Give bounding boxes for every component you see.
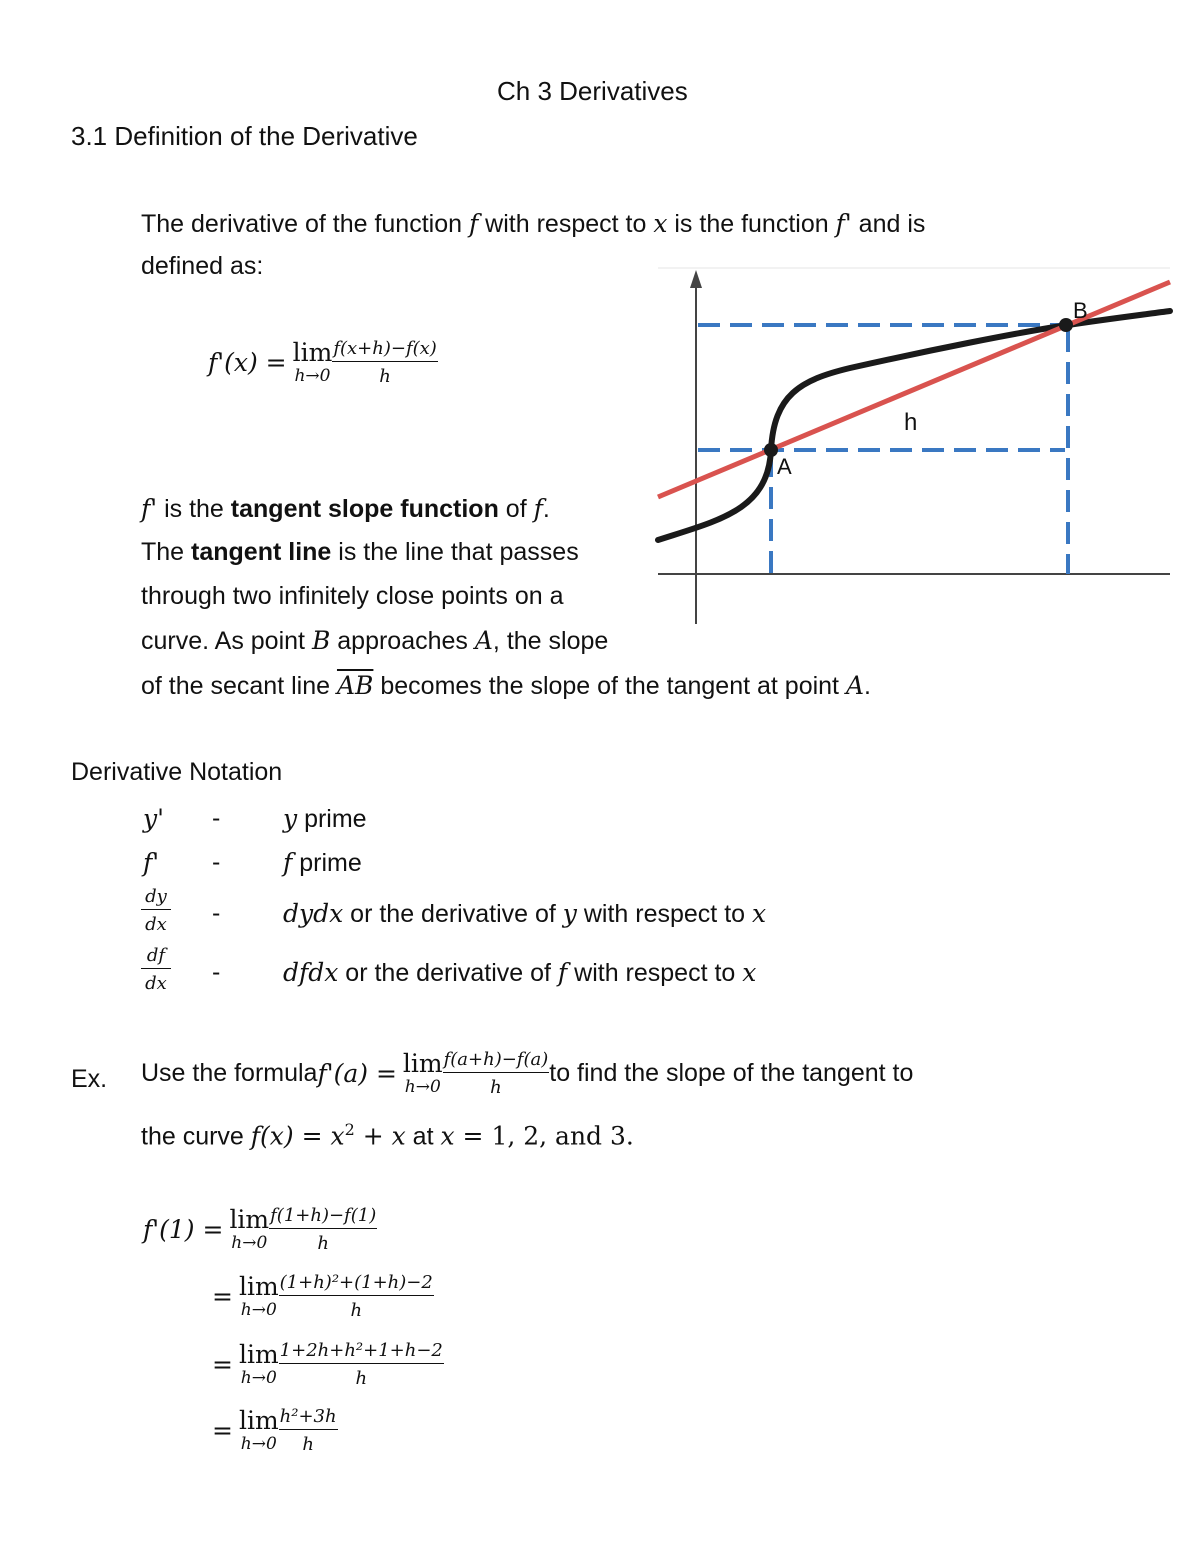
solution-step-4: = lim h→0 $\frac{\text{h²+3h}}{h}$ (212, 1406, 337, 1455)
explanation-line-2: The tangent line is the line that passes (141, 538, 579, 566)
explanation-line-1: f' is the tangent slope function of f. (141, 494, 550, 523)
section-title: 3.1 Definition of the Derivative (71, 121, 418, 151)
limit-operator: lim h→0 (402, 1049, 443, 1097)
explanation-line-5: of the secant line $\overline{AB}$ becomes the slope of the tangent at point A. (141, 671, 871, 700)
secant-line (658, 282, 1170, 497)
notation-meaning-y-prime: y prime (283, 804, 367, 833)
example-difference-quotient: $\frac{f(a+h)-f(a)}{h}$ (443, 1049, 549, 1098)
notation-symbol-f-prime: f' (143, 848, 160, 877)
y-axis-arrow (690, 270, 702, 288)
formula-lhs: f'(x) = (208, 348, 287, 377)
notation-heading: Derivative Notation (71, 758, 283, 786)
limit-operator: lim h→0 (238, 1340, 279, 1388)
example-formula-lhs: f'(a) = (317, 1059, 397, 1088)
notation-meaning-dy-dx: dydx or the derivative of y with respect to x (283, 899, 767, 928)
explanation-line-4: curve. As point B approaches A, the slope (141, 626, 609, 655)
explanation-line-3: through two infinitely close points on a (141, 582, 564, 610)
notation-meaning-df-dx: dfdx or the derivative of f with respect to x (283, 958, 757, 987)
example-label: Ex. (71, 1065, 108, 1093)
solution-step-3: = lim h→0 $\frac{\text{1+2h+h²+1+h−2}}{h}$ (212, 1340, 443, 1389)
definition-line-2: defined as: (141, 252, 264, 280)
chapter-title: Ch 3 Derivatives (497, 76, 688, 106)
notation-symbol-y-prime: y' (143, 804, 164, 833)
point-a-label: A (777, 454, 792, 479)
limit-operator: lim h→0 (238, 1272, 279, 1320)
definition-line-1: The derivative of the function f with respect to x is the function f' and is (141, 209, 926, 238)
notation-symbol-dy-dx: $\frac{dy}{dx}$ (141, 886, 171, 935)
notation-meaning-f-prime: f prime (283, 848, 362, 877)
limit-operator: lim h→0 (292, 338, 333, 386)
point-a-marker (764, 443, 778, 457)
notation-dash: - (212, 958, 221, 986)
limit-operator: lim h→0 (229, 1205, 270, 1253)
notation-dash: - (212, 899, 221, 927)
h-label: h (904, 409, 918, 436)
example-line-1: Use the formula f'(a) = lim h→0 $\frac{f(a+h)-f(a)}{h}$ to find the slope of the tangent to (141, 1049, 914, 1098)
example-line-2: the curve $f(x) = x^2 + x$ at x = 1, 2, and 3. (141, 1120, 634, 1151)
difference-quotient: $\frac{f(x+h)-f(x)}{h}$ (333, 338, 437, 387)
limit-operator: lim h→0 (238, 1406, 279, 1454)
notation-symbol-df-dx: $\frac{df}{dx}$ (141, 945, 171, 994)
secant-tangent-graph (650, 262, 1175, 630)
notation-dash: - (212, 848, 221, 876)
point-b-label: B (1073, 298, 1088, 323)
solution-step-2: = lim h→0 $\frac{\text{(1+h)²+(1+h)−2}}{h}$ (212, 1272, 433, 1321)
notation-dash: - (212, 804, 221, 832)
point-b-marker (1059, 318, 1073, 332)
derivative-formula (208, 338, 438, 387)
solution-step-1: f'(1) = lim h→0 $\frac{f(1+h)-f(1)}{h}$ (143, 1205, 377, 1254)
